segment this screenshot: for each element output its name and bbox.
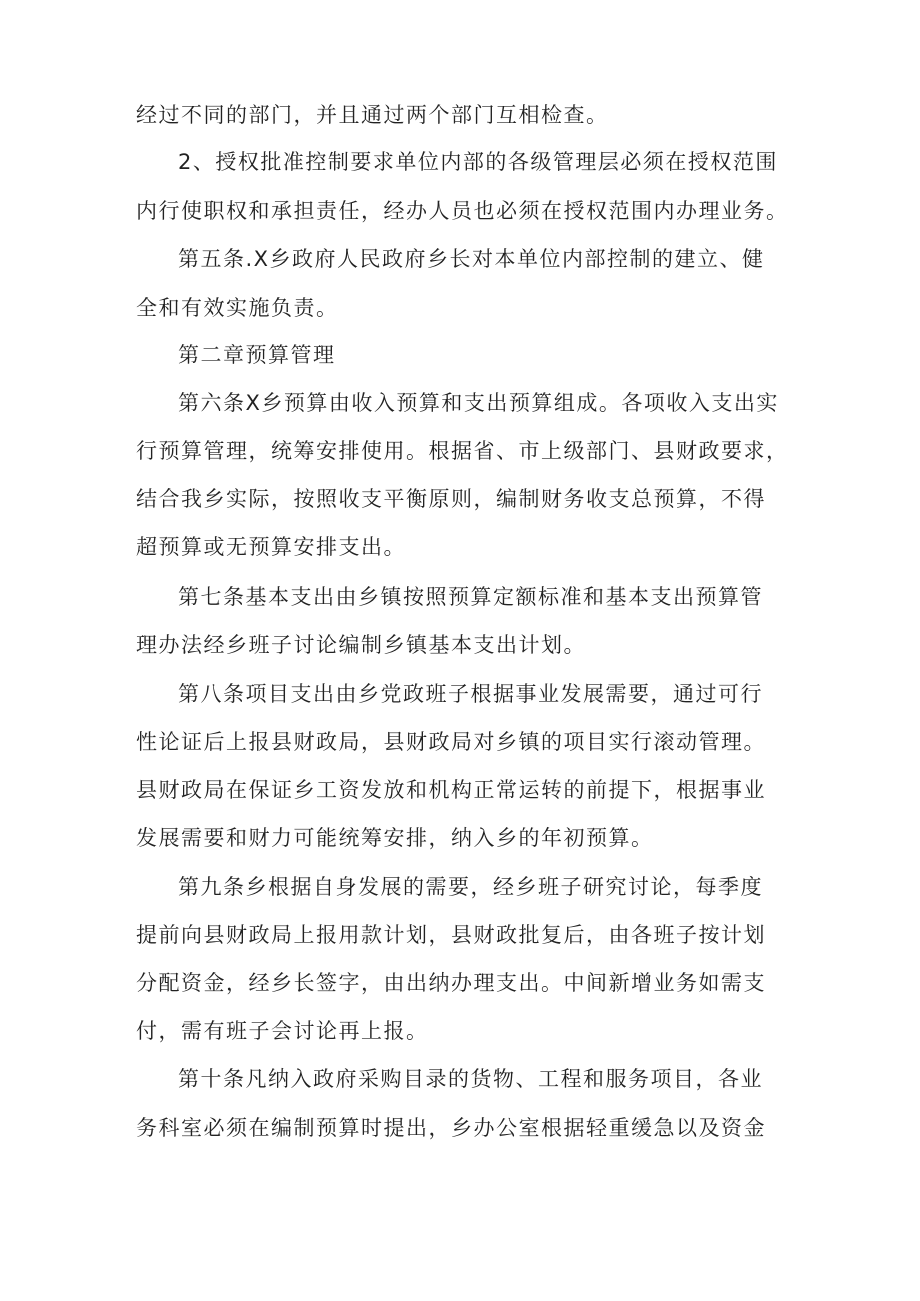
text-line-8: 行预算管理，统筹安排使用。根据省、市上级部门、县财政要求，	[136, 439, 789, 463]
text-line-22: 务科室必须在编制预算时提出，乡办公室根据轻重缓急以及资金	[136, 1116, 766, 1140]
text-line-10: 超预算或无预算安排支出。	[136, 535, 406, 559]
text-line-18: 提前向县财政局上报用款计划，县财政批复后，由各班子按计划	[136, 923, 766, 947]
text-line-9: 结合我乡实际，按照收支平衡原则，编制财务收支总预算，不得	[136, 487, 766, 511]
text-line-6: 第二章预算管理	[178, 343, 336, 367]
text-line-21: 第十条凡纳入政府采购目录的货物、工程和服务项目，各业	[178, 1067, 763, 1091]
text-line-12: 理办法经乡班子讨论编制乡镇基本支出计划。	[136, 633, 586, 657]
text-line-16: 发展需要和财力可能统筹安排，纳入乡的年初预算。	[136, 826, 654, 850]
text-line-13: 第八条项目支出由乡党政班子根据事业发展需要，通过可行	[178, 682, 763, 706]
text-line-7: 第六条X乡预算由收入预算和支出预算组成。各项收入支出实	[178, 391, 779, 415]
text-line-2: 2、授权批准控制要求单位内部的各级管理层必须在授权范围	[178, 150, 778, 174]
text-line-4: 第五条.X乡政府人民政府乡长对本单位内部控制的建立、健	[178, 247, 765, 271]
text-line-3: 内行使职权和承担责任，经办人员也必须在授权范围内办理业务。	[136, 199, 789, 223]
text-line-15: 县财政局在保证乡工资发放和机构正常运转的前提下，根据事业	[136, 778, 766, 802]
text-line-17: 第九条乡根据自身发展的需要，经乡班子研究讨论，每季度	[178, 875, 763, 899]
text-line-19: 分配资金，经乡长签字，由出纳办理支出。中间新增业务如需支	[136, 971, 766, 995]
text-line-5: 全和有效实施负责。	[136, 296, 339, 320]
text-line-1: 经过不同的部门，并且通过两个部门互相检查。	[136, 103, 609, 127]
text-line-14: 性论证后上报县财政局，县财政局对乡镇的项目实行滚动管理。	[136, 730, 766, 754]
text-line-11: 第七条基本支出由乡镇按照预算定额标准和基本支出预算管	[178, 585, 763, 609]
text-line-20: 付，需有班子会讨论再上报。	[136, 1019, 429, 1043]
